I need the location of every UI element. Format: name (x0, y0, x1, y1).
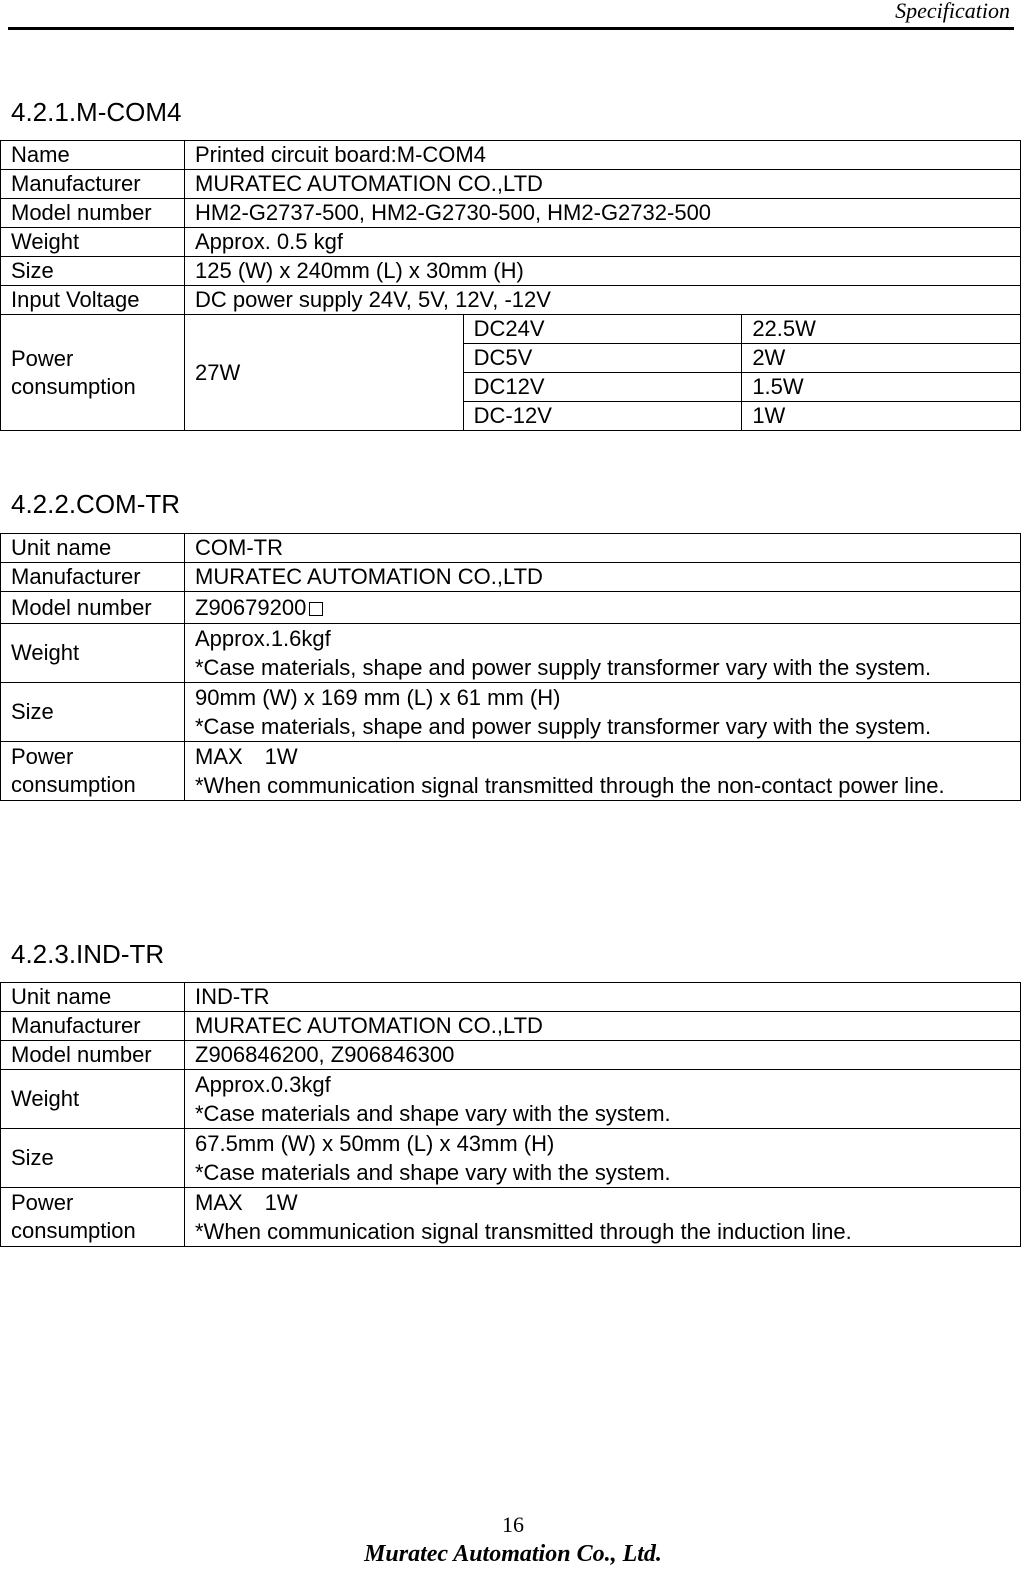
table-row (1, 1041, 1021, 1070)
table-row (1, 141, 1021, 170)
row-value (185, 1188, 1021, 1247)
value-main: 90mm (W) x 169 mm (L) x 61 mm (H) (195, 685, 561, 710)
value-main: 67.5mm (W) x 50mm (L) x 43mm (H) (195, 1131, 555, 1156)
row-label: Model number (1, 592, 185, 624)
row-value: MURATEC AUTOMATION CO.,LTD (185, 1012, 1021, 1041)
section-title-com-tr: 4.2.2.COM-TR (11, 489, 181, 519)
table-row (1, 170, 1021, 199)
row-value: COM-TR (185, 534, 1021, 563)
value-note: *When communication signal transmitted through the non-contact power line. (195, 773, 945, 798)
header-rule (8, 27, 1014, 30)
row-value (185, 683, 1021, 742)
row-label: Size (1, 257, 185, 286)
table-row (1, 683, 1021, 742)
value-note: *Case materials, shape and power supply transformer vary with the system. (195, 655, 932, 680)
row-value: MURATEC AUTOMATION CO.,LTD (185, 170, 1021, 199)
row-value (185, 624, 1021, 683)
value-note: *Case materials and shape vary with the system. (195, 1160, 671, 1185)
row-value: Printed circuit board:M-COM4 (185, 141, 1021, 170)
footer-company: Muratec Automation Co., Ltd. (364, 1541, 662, 1567)
row-value: IND-TR (185, 983, 1021, 1012)
section-title-m-com4: 4.2.1.M-COM4 (11, 97, 182, 127)
table-row (1, 592, 1021, 624)
row-label: Power consumption (1, 742, 185, 801)
value-note: *When communication signal transmitted through the induction line. (195, 1219, 852, 1244)
spec-table-m-com4 (0, 140, 1021, 431)
table-row (1, 1188, 1021, 1247)
spec-table-com-tr (0, 533, 1021, 801)
power-watts: 1W (742, 402, 1021, 431)
row-value (185, 1070, 1021, 1129)
row-label: Weight (1, 624, 185, 683)
table-row (1, 624, 1021, 683)
page-number: 16 (502, 1512, 524, 1537)
row-label: Manufacturer (1, 563, 185, 592)
power-total: 27W (185, 315, 464, 431)
value-main: Approx.1.6kgf (195, 626, 331, 651)
power-supply: DC-12V (463, 402, 742, 431)
row-label: Model number (1, 199, 185, 228)
row-label: Size (1, 683, 185, 742)
row-value: 125 (W) x 240mm (L) x 30mm (H) (185, 257, 1021, 286)
table-row (1, 1012, 1021, 1041)
row-label: Name (1, 141, 185, 170)
table-row (1, 199, 1021, 228)
checkbox-placeholder-icon (309, 602, 323, 616)
row-value: DC power supply 24V, 5V, 12V, -12V (185, 286, 1021, 315)
row-label: Model number (1, 1041, 185, 1070)
table-row (1, 1070, 1021, 1129)
power-watts: 1.5W (742, 373, 1021, 402)
row-label: Unit name (1, 534, 185, 563)
value-main: MAX 1W (195, 1190, 298, 1215)
row-value: Z906846200, Z906846300 (185, 1041, 1021, 1070)
row-label: Weight (1, 1070, 185, 1129)
table-row (1, 742, 1021, 801)
value-note: *Case materials and shape vary with the system. (195, 1101, 671, 1126)
value-main: Approx.0.3kgf (195, 1072, 331, 1097)
model-number-value: Z90679200 (195, 594, 307, 620)
row-label: Power consumption (1, 1188, 185, 1247)
row-value (185, 592, 1021, 624)
row-label: Size (1, 1129, 185, 1188)
row-value: MURATEC AUTOMATION CO.,LTD (185, 563, 1021, 592)
table-row (1, 563, 1021, 592)
row-value: HM2-G2737-500, HM2-G2730-500, HM2-G2732-500 (185, 199, 1021, 228)
power-watts: 22.5W (742, 315, 1021, 344)
table-row (1, 1129, 1021, 1188)
power-supply: DC5V (463, 344, 742, 373)
table-row (1, 286, 1021, 315)
row-label: Unit name (1, 983, 185, 1012)
value-main: MAX 1W (195, 744, 298, 769)
power-supply: DC12V (463, 373, 742, 402)
table-row (1, 228, 1021, 257)
row-label: Weight (1, 228, 185, 257)
power-supply: DC24V (463, 315, 742, 344)
row-label: Manufacturer (1, 170, 185, 199)
table-row (1, 534, 1021, 563)
table-row (1, 257, 1021, 286)
table-row (1, 983, 1021, 1012)
section-title-ind-tr: 4.2.3.IND-TR (11, 939, 165, 969)
value-note: *Case materials, shape and power supply transformer vary with the system. (195, 714, 932, 739)
page-header-title: Specification (895, 0, 1010, 23)
power-consumption-label: Power consumption (1, 315, 185, 431)
row-value: Approx. 0.5 kgf (185, 228, 1021, 257)
row-label: Input Voltage (1, 286, 185, 315)
row-value (185, 1129, 1021, 1188)
table-row (1, 315, 1021, 344)
row-value (185, 742, 1021, 801)
row-label: Manufacturer (1, 1012, 185, 1041)
spec-table-ind-tr (0, 982, 1021, 1247)
power-watts: 2W (742, 344, 1021, 373)
